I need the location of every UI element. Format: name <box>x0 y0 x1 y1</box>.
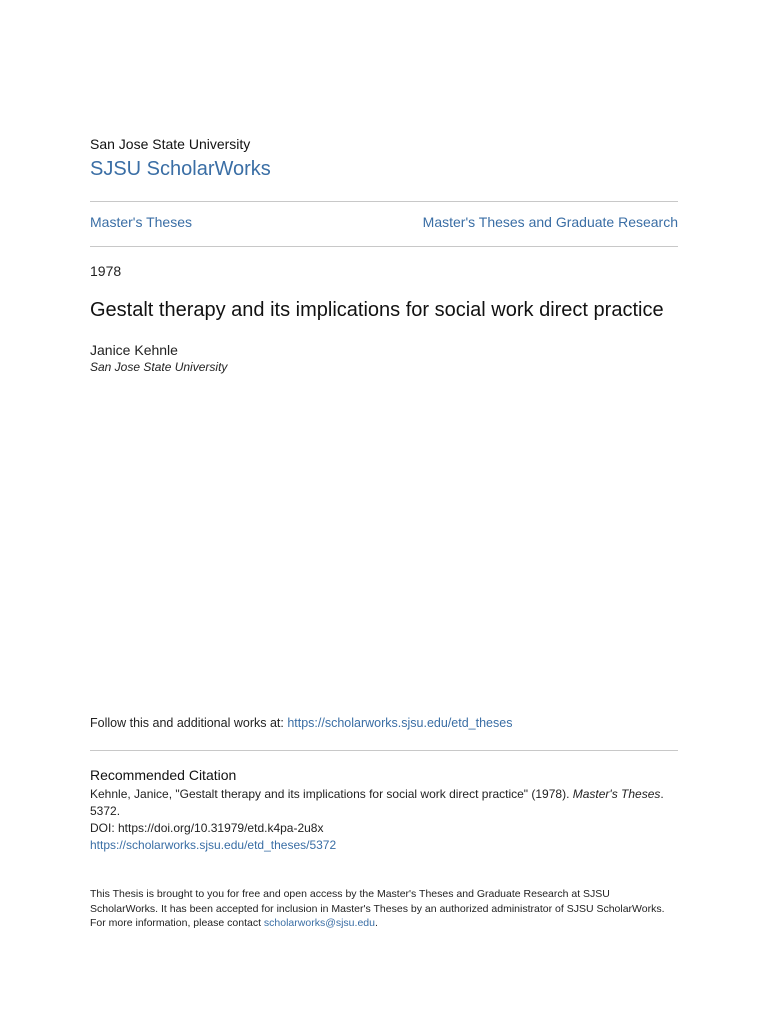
publication-year: 1978 <box>90 263 122 279</box>
thesis-title: Gestalt therapy and its implications for social work direct practice <box>90 299 664 321</box>
access-notice <box>90 887 678 931</box>
contact-email-link[interactable]: scholarworks@sjsu.edu <box>263 917 375 929</box>
divider-nav <box>90 246 678 247</box>
citation-number: . 5372. <box>90 787 664 818</box>
follow-link[interactable]: https://scholarworks.sjsu.edu/etd_theses <box>287 716 513 730</box>
divider-top <box>90 201 678 202</box>
masters-theses-graduate-research-link[interactable]: Master's Theses and Graduate Research <box>422 214 678 230</box>
citation-url-link[interactable]: https://scholarworks.sjsu.edu/etd_theses/5372 <box>90 838 337 852</box>
recommended-citation-heading: Recommended Citation <box>90 767 237 783</box>
access-notice-text: This Thesis is brought to you for free and open access by the Master's Theses and Graduate Research at SJSU ScholarWorks. It has been accepted for inclusion in Master's Theses by an authorized administrator of SJSU ScholarWorks. For more information, please contact <box>90 888 665 929</box>
follow-label: Follow this and additional works at: <box>90 716 288 730</box>
citation-text <box>90 786 678 820</box>
repository-link[interactable]: SJSU ScholarWorks <box>90 158 271 180</box>
citation-main: Kehnle, Janice, "Gestalt therapy and its implications for social work direct practice" (1978). <box>90 787 573 801</box>
citation-doi: DOI: https://doi.org/10.31979/etd.k4pa-2u8x <box>90 821 324 835</box>
citation-journal: Master's Theses <box>572 787 661 801</box>
university-name: San Jose State University <box>90 136 251 152</box>
cover-page <box>90 0 678 1024</box>
divider-citation <box>90 750 678 751</box>
collection-nav <box>90 214 678 230</box>
masters-theses-link[interactable]: Master's Theses <box>90 214 193 230</box>
author-affiliation: San Jose State University <box>90 360 228 374</box>
follow-line <box>90 716 512 730</box>
author-name: Janice Kehnle <box>90 342 178 358</box>
citation-block <box>90 786 678 854</box>
access-notice-end: . <box>374 917 378 929</box>
